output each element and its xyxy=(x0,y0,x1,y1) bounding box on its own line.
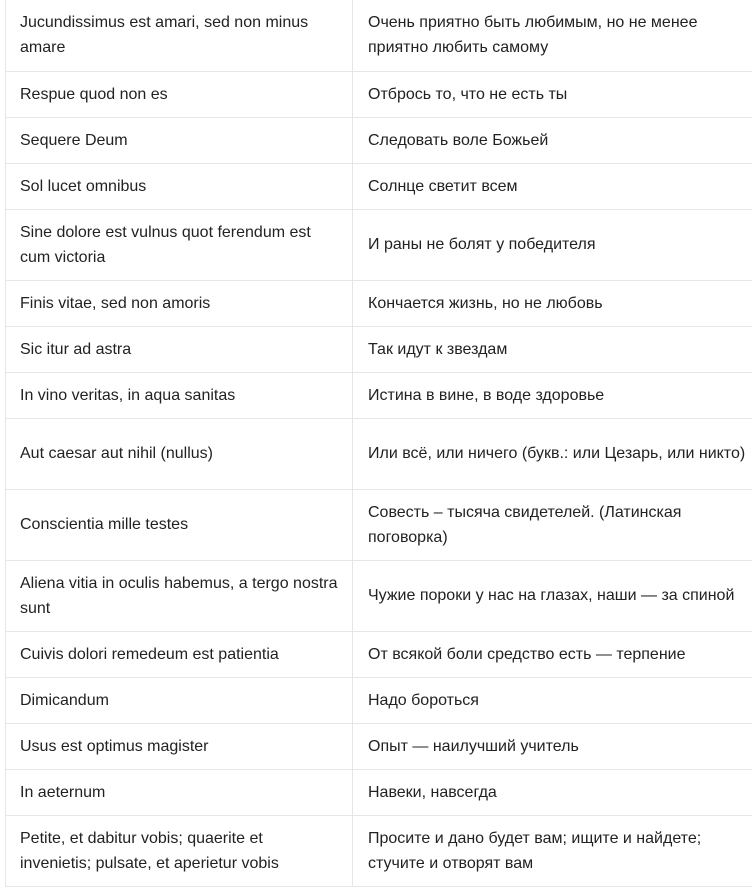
table-row xyxy=(6,560,752,631)
latin-phrase-cell: In aeternum xyxy=(6,769,353,815)
russian-translation-cell: Просите и дано будет вам; ищите и найдете; стучите и отворят вам xyxy=(353,815,752,886)
latin-phrase-cell: Conscientia mille testes xyxy=(6,489,353,560)
latin-phrase-cell: Usus est optimus magister xyxy=(6,723,353,769)
russian-translation-cell: Совесть – тысяча свидетелей. (Латинская поговорка) xyxy=(353,489,752,560)
table-row xyxy=(6,280,752,326)
latin-phrase-cell: In vino veritas, in aqua sanitas xyxy=(6,372,353,418)
russian-translation-cell: Истина в вине, в воде здоровье xyxy=(353,372,752,418)
table-row xyxy=(6,631,752,677)
table-row xyxy=(6,117,752,163)
table-row xyxy=(6,677,752,723)
russian-translation-cell: Солнце светит всем xyxy=(353,163,752,209)
latin-phrase-cell: Sol lucet omnibus xyxy=(6,163,353,209)
russian-translation-cell: Чужие пороки у нас на глазах, наши — за спиной xyxy=(353,560,752,631)
table-row xyxy=(6,209,752,280)
russian-translation-cell: Очень приятно быть любимым, но не менее приятно любить самому xyxy=(353,0,752,71)
table-row xyxy=(6,71,752,117)
table-row xyxy=(6,372,752,418)
table-row xyxy=(6,769,752,815)
phrases-table-body xyxy=(6,0,752,886)
latin-phrase-cell: Finis vitae, sed non amoris xyxy=(6,280,353,326)
table-row xyxy=(6,326,752,372)
latin-phrases-table xyxy=(5,0,752,887)
latin-phrase-cell: Sine dolore est vulnus quot ferendum est cum victoria xyxy=(6,209,353,280)
russian-translation-cell: И раны не болят у победителя xyxy=(353,209,752,280)
table-row xyxy=(6,489,752,560)
russian-translation-cell: Кончается жизнь, но не любовь xyxy=(353,280,752,326)
russian-translation-cell: Надо бороться xyxy=(353,677,752,723)
table-row xyxy=(6,815,752,886)
table-row xyxy=(6,163,752,209)
latin-phrase-cell: Aliena vitia in oculis habemus, a tergo nostra sunt xyxy=(6,560,353,631)
latin-phrase-cell: Jucundissimus est amari, sed non minus amare xyxy=(6,0,353,71)
latin-phrase-cell: Respue quod non es xyxy=(6,71,353,117)
russian-translation-cell: Так идут к звездам xyxy=(353,326,752,372)
russian-translation-cell: Навеки, навсегда xyxy=(353,769,752,815)
latin-phrase-cell: Petite, et dabitur vobis; quaerite et invenietis; pulsate, et aperietur vobis xyxy=(6,815,353,886)
russian-translation-cell: Следовать воле Божьей xyxy=(353,117,752,163)
russian-translation-cell: Опыт — наилучший учитель xyxy=(353,723,752,769)
latin-phrase-cell: Dimicandum xyxy=(6,677,353,723)
table-row xyxy=(6,418,752,489)
russian-translation-cell: Или всё, или ничего (букв.: или Цезарь, или никто) xyxy=(353,418,752,489)
table-row xyxy=(6,723,752,769)
latin-phrase-cell: Sequere Deum xyxy=(6,117,353,163)
latin-phrase-cell: Cuivis dolori remedeum est patientia xyxy=(6,631,353,677)
latin-phrase-cell: Aut caesar aut nihil (nullus) xyxy=(6,418,353,489)
russian-translation-cell: От всякой боли средство есть — терпение xyxy=(353,631,752,677)
table-row xyxy=(6,0,752,71)
russian-translation-cell: Отбрось то, что не есть ты xyxy=(353,71,752,117)
latin-phrase-cell: Sic itur ad astra xyxy=(6,326,353,372)
